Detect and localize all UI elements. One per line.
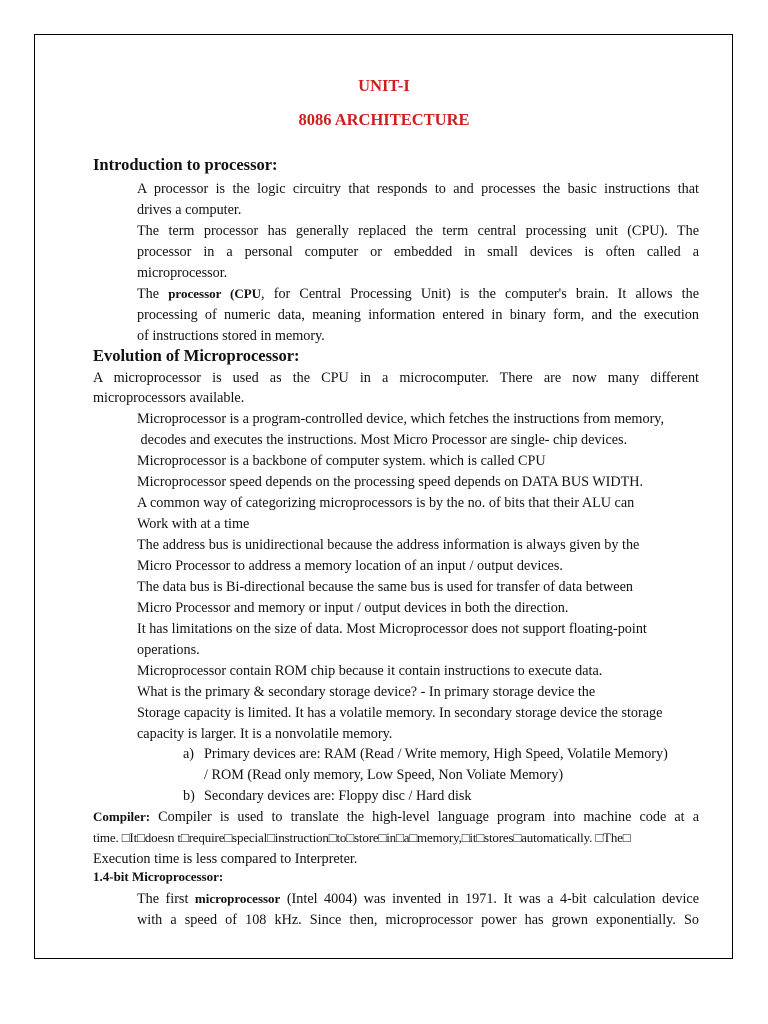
bit4-heading: 1.4-bit Microprocessor: [93,869,224,884]
intro-p3-text-a: The [137,286,169,302]
unit-title: UNIT-I [358,76,410,95]
evolution-line: The address bus is unidirectional because the address information is always given by the [137,537,640,553]
compiler-text: Compiler is used to translate the high-level language program into machine code at a [150,809,699,825]
evolution-line: The data bus is Bi-directional because the same bus is used for transfer of data between [137,579,633,595]
evolution-line: Micro Processor to address a memory location of an input / output devices. [137,558,563,574]
compiler-line1 [93,808,699,826]
intro-p3-line3: of instructions stored in memory. [137,328,325,344]
intro-p2-line3: microprocessor. [137,265,228,281]
intro-p1-line2: drives a computer. [137,202,242,218]
compiler-line2: time. □It□doesn t□require□special□instruction□to□store□in□a□memory,□it□stores□automatically. □The□ [93,830,631,845]
evolution-line: Microprocessor contain ROM chip because it contain instructions to execute data. [137,663,603,679]
evolution-line: What is the primary & secondary storage device? - In primary storage device the [137,684,596,700]
evolution-line: decodes and executes the instructions. Most Micro Processor are single- chip devices. [137,432,628,448]
bit4-text-a: The first [137,891,195,907]
bit4-line1 [137,890,699,908]
evolution-heading: Evolution of Microprocessor: [93,346,300,365]
evolution-lead-line1: A microprocessor is used as the CPU in a microcomputer. There are now many different [93,370,699,386]
intro-p1-line1: A processor is the logic circuitry that responds to and processes the basic instructions that [137,181,699,197]
list-b-line1: Secondary devices are: Floppy disc / Hard disk [204,788,472,804]
evolution-line: A common way of categorizing microprocessors is by the no. of bits that their ALU can [137,495,635,511]
evolution-line: It has limitations on the size of data. Most Microprocessor does not support floating-point [137,621,647,637]
evolution-line: Storage capacity is limited. It has a volatile memory. In secondary storage device the storage [137,705,663,721]
list-a-line2: / ROM (Read only memory, Low Speed, Non Voliate Memory) [204,767,564,783]
intro-p3-text-c: , for Central Processing Unit) is the computer's brain. It allows the [261,286,699,302]
evolution-line: Microprocessor speed depends on the processing speed depends on DATA BUS WIDTH. [137,474,644,490]
list-b-marker: b) [183,788,195,804]
compiler-line3: Execution time is less compared to Interpreter. [93,851,358,867]
evolution-line: Microprocessor is a program-controlled device, which fetches the instructions from memory, [137,411,665,427]
evolution-lead-line2: microprocessors available. [93,390,245,406]
evolution-line: operations. [137,642,200,658]
list-a-marker: a) [183,746,195,762]
intro-p3-line2: processing of numeric data, meaning information entered in binary form, and the execution [137,307,699,323]
evolution-line: Micro Processor and memory or input / output devices in both the direction. [137,600,569,616]
bit4-text-c: (Intel 4004) was invented in 1971. It was a 4-bit calculation device [280,891,699,907]
document-title: 8086 ARCHITECTURE [298,110,470,129]
compiler-label: Compiler: [93,809,151,824]
evolution-line: Microprocessor is a backbone of computer system. which is called CPU [137,453,546,469]
intro-p3-line1 [137,285,699,303]
intro-p2-line1: The term processor has generally replaced the term central processing unit (CPU). The [137,223,699,239]
intro-heading: Introduction to processor: [93,155,278,174]
bit4-line2: with a speed of 108 kHz. Since then, microprocessor power has grown exponentially. So [137,912,699,928]
intro-p3-bold: processor (CPU [168,286,262,301]
evolution-line: Work with at a time [137,516,250,532]
list-a-line1: Primary devices are: RAM (Read / Write memory, High Speed, Volatile Memory) [204,746,668,762]
evolution-line: capacity is larger. It is a nonvolatile memory. [137,726,393,742]
bit4-bold: microprocessor [194,891,281,906]
intro-p2-line2: processor in a personal computer or embedded in small devices is often called a [137,244,699,260]
